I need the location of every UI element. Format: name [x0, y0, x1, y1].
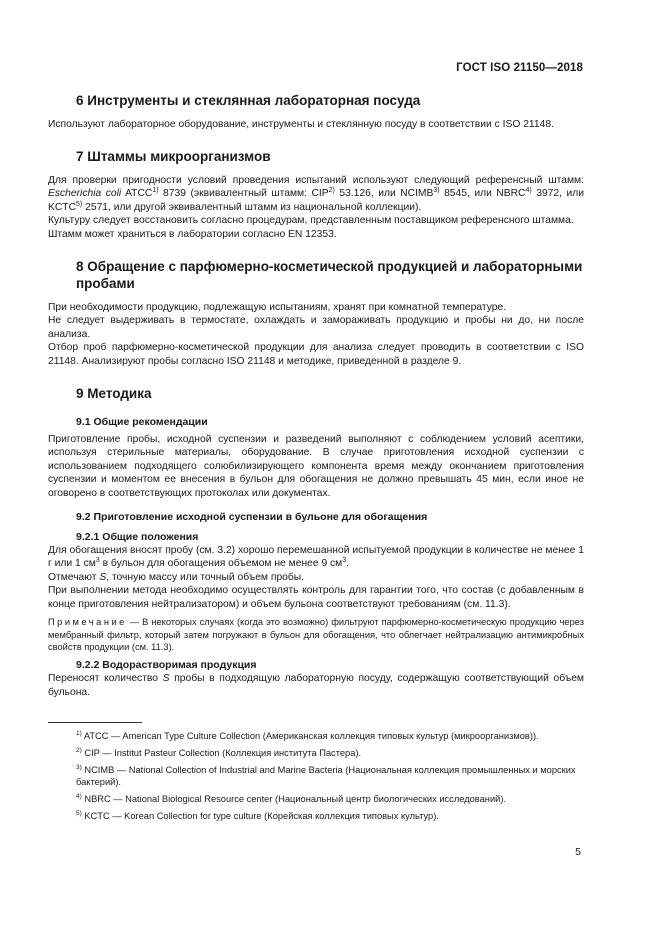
section-8-paragraph-2: Не следует выдерживать в термостате, охлаждать и замораживать продукцию и пробы ни до, ни после анализа. — [48, 315, 584, 340]
subsection-9-2-1-paragraph-2: Отмечают S, точную массу или точный объем пробы. — [48, 571, 305, 583]
section-8-paragraph-3: Отбор проб парфюмерно-косметической продукции для анализа следует проводить в соответствии с ISO 21148. Анализируют пробы согласно ISO 21148 и методике, приведенной в разделе 9. — [48, 342, 584, 367]
footnote-4: $^{4)}$ NBRC — National Biological Resource center (Национальный центр биологических исследований). — [76, 793, 507, 805]
subsection-9-2-2-paragraph: Переносят количество S пробы в подходящую лабораторную посуду, содержащую соответствующий объем бульона. — [48, 672, 585, 698]
footnote-separator — [48, 722, 142, 723]
footnote-3: $^{3)}$ NCIMB — National Collection of Industrial and Marine Bacteria (Национальная коллекция промышленных и морских бактерий). — [76, 763, 576, 788]
subsection-9-1-paragraph: Приготовление пробы, исходной суспензии и разведений выполняют с соблюдением условий асептики, используя стерильные материалы, оборудование. В случае приготовления исходной суспензии с использованием подходящего солюбилизирующего компонента время между окончанием приготовления суспензии и моментом ее внесения в бульон для обогащения не должно превышать 45 мин, если иное не оговорено в соответствующих протоколах или документах. — [48, 433, 584, 499]
section-9 — [48, 385, 584, 700]
note-label: Примечание — [48, 617, 127, 628]
section-7-title: 7 Штаммы микроорганизмов — [76, 148, 271, 164]
section-8 — [48, 258, 584, 369]
section-8-title: 8 Обращение с парфюмерно-косметической продукцией и лабораторными пробами — [76, 258, 583, 291]
subsection-9-2 — [48, 511, 584, 700]
subsection-9-2-2-title: 9.2.2 Водорастворимая продукция — [76, 658, 257, 671]
section-6-paragraph: Используют лабораторное оборудование, инструменты и стеклянную посуду в соответствии с ISO 21148. — [48, 119, 554, 130]
subsection-9-1-title: 9.1 Общие рекомендации — [76, 415, 208, 428]
section-7 — [48, 148, 584, 242]
subsection-9-2-title: 9.2 Приготовление исходной суспензии в бульоне для обогащения — [76, 510, 428, 523]
footnotes — [48, 730, 584, 827]
note: Примечание — В некоторых случаях (когда это возможно) фильтруют парфюмерно-косметическую продукцию через мембранный фильтр, который затем погружают в бульон для обогащения, что облегчает нейтрализацию антимикробных свойств продукции (см. 11.3). — [48, 617, 584, 653]
section-9-title: 9 Методика — [76, 385, 152, 401]
subsection-9-1 — [48, 416, 584, 501]
section-7-paragraph-3: Штамм может храниться в лаборатории согласно EN 12353. — [48, 228, 337, 240]
page-number: 5 — [575, 846, 581, 858]
footnote-2: $^{2)}$ CIP — Institut Pasteur Collection (Коллекция института Пастера). — [76, 746, 362, 758]
subsection-9-2-1-paragraph-3: При выполнении метода необходимо осуществлять контроль для гарантии того, что состав (с добавленным в конце приготовления нейтрализатором) и объем бульона соответствуют требованиям (см. 11.3). — [48, 585, 584, 610]
subsection-9-2-1-title: 9.2.1 Общие положения — [76, 530, 199, 543]
section-6 — [48, 92, 584, 132]
main-content — [48, 92, 584, 699]
standard-header: ГОСТ ISO 21150—2018 — [456, 62, 583, 74]
subsection-9-2-1-paragraph-1: Для обогащения вносят пробу (см. 3.2) хорошо перемешанной испытуемой продукции в количестве не менее 1 г или 1 $см^3$ в бульон для обогащения объемом не менее 9 $см^3$. — [48, 544, 584, 570]
section-7-paragraph-1: Для проверки пригодности условий проведения испытаний используют следующий референсный штамм: Escherichia coli ATCC$^{1)}$ 8739 (эквивалентный штамм: CIP$^{2)}$ 53.126, или NCIMB$^{3)}$ 8545, или NBRC$^{4)}$ 3972, или KCTC$^{5)}$ 2571, или другой эквивалентный штамм из национальной коллекции). — [48, 174, 584, 213]
footnote-5: $^{5)}$ KCTC — Korean Collection for type culture (Корейская коллекция типовых культур). — [76, 810, 439, 822]
section-7-paragraph-2: Культуру следует восстановить согласно процедурам, представленным поставщиком референсного штамма. — [48, 215, 574, 227]
footnote-1: $^{1)}$ ATCC — American Type Culture Collection (Американская коллекция типовых культур (микроорганизмов)). — [76, 730, 539, 741]
section-6-title: 6 Инструменты и стеклянная лабораторная посуда — [76, 93, 421, 108]
section-8-paragraph-1: При необходимости продукцию, подлежащую испытаниям, хранят при комнатной температуре. — [48, 301, 507, 313]
